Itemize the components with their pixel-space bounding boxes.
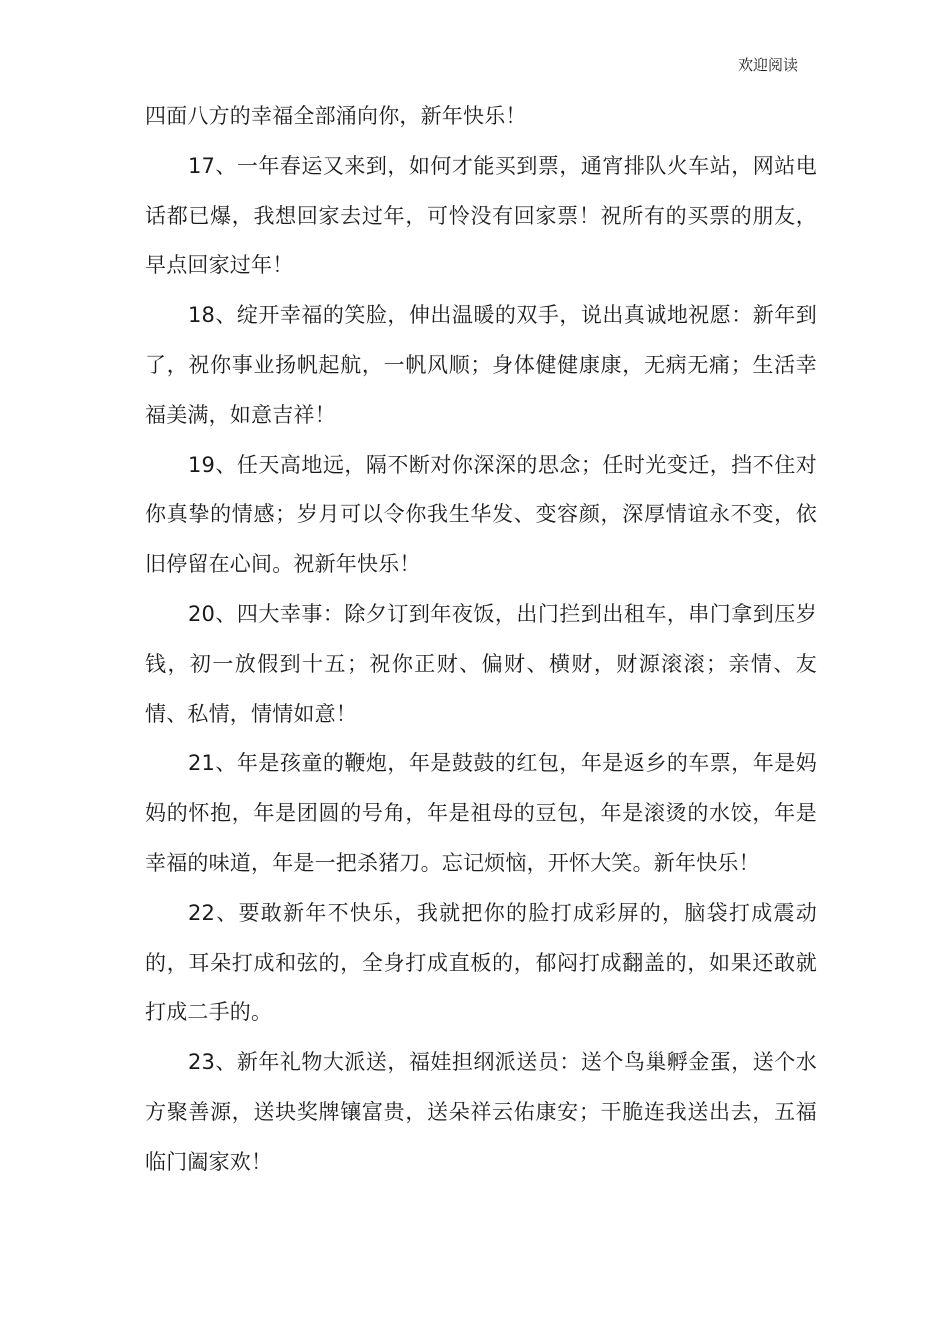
paragraph-20: 20、四大幸事：除夕订到年夜饭，出门拦到出租车，串门拿到压岁钱，初一放假到十五；祝你正财、偏财、横财，财源滚滚；亲情、友情、私情，情情如意！ <box>145 601 817 726</box>
paragraph-19: 19、任天高地远，隔不断对你深深的思念；任时光变迁，挡不住对你真挚的情感；岁月可以令你我生华发、变容颜，深厚情谊永不变，依旧停留在心间。祝新年快乐！ <box>145 452 817 577</box>
document-body <box>145 92 817 1188</box>
header-note: 欢迎阅读 <box>737 56 798 74</box>
paragraph-17: 17、一年春运又来到，如何才能买到票，通宵排队火车站，网站电话都已爆，我想回家去过年，可怜没有回家票！祝所有的买票的朋友，早点回家过年！ <box>145 153 817 278</box>
paragraph-21: 21、年是孩童的鞭炮，年是鼓鼓的红包，年是返乡的车票，年是妈妈的怀抱，年是团圆的号角，年是祖母的豆包，年是滚烫的水饺，年是幸福的味道，年是一把杀猪刀。忘记烦恼，开怀大笑。新年快乐！ <box>145 751 817 875</box>
paragraph-continuation: 四面八方的幸福全部涌向你，新年快乐！ <box>145 104 527 128</box>
paragraph-23: 23、新年礼物大派送，福娃担纲派送员：送个鸟巢孵金蛋，送个水方聚善源，送块奖牌镶富贵，送朵祥云佑康安；干脆连我送出去，五福临门阖家欢！ <box>145 1050 817 1174</box>
paragraph-22: 22、要敢新年不快乐，我就把你的脸打成彩屏的，脑袋打成震动的，耳朵打成和弦的，全身打成直板的，郁闷打成翻盖的，如果还敢就打成二手的。 <box>145 900 817 1025</box>
paragraph-18: 18、绽开幸福的笑脸，伸出温暖的双手，说出真诚地祝愿：新年到了，祝你事业扬帆起航，一帆风顺；身体健健康康，无病无痛；生活幸福美满，如意吉祥！ <box>145 303 817 427</box>
